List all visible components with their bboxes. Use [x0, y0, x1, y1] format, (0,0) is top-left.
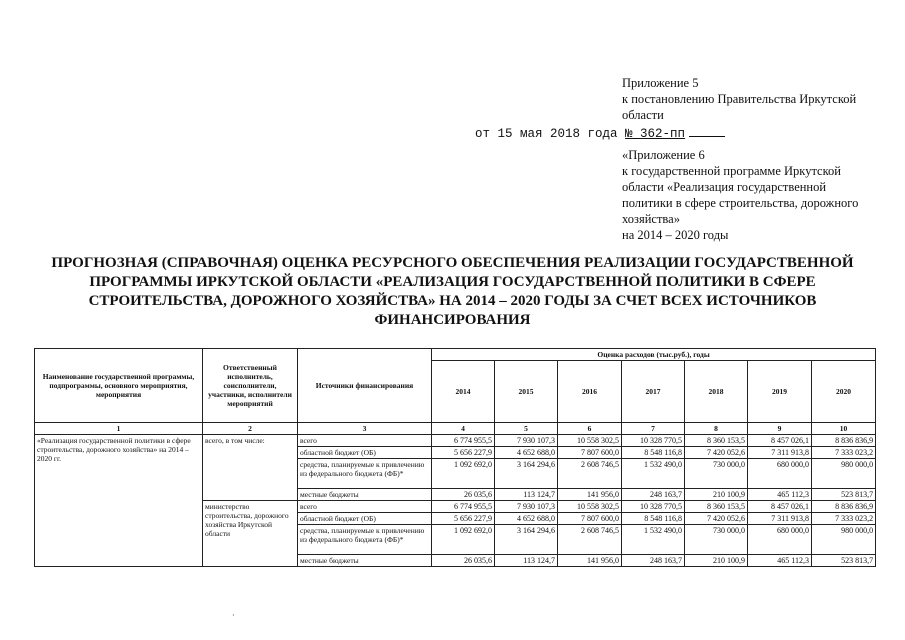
value-cell: 8 360 153,5 [685, 435, 748, 447]
header-costs: Оценка расходов (тыс.руб.), годы [432, 349, 876, 361]
title-line4: ФИНАНСИРОВАНИЯ [374, 312, 531, 328]
value-cell: 730 000,0 [685, 459, 748, 489]
appendix5-line1: Приложение 5 [622, 76, 699, 90]
value-cell: 7 807 600,0 [558, 447, 622, 459]
document-title [30, 254, 875, 330]
order-number: № 362-пп [625, 127, 686, 141]
header-year: 2016 [558, 361, 622, 423]
value-cell: 2 608 746,5 [558, 459, 622, 489]
source-cell: местные бюджеты [298, 555, 432, 567]
value-cell: 1 092 692,0 [432, 525, 495, 555]
responsible-cell: всего, в том числе: [203, 435, 298, 501]
value-cell: 113 124,7 [495, 489, 558, 501]
value-cell: 7 807 600,0 [558, 513, 622, 525]
value-cell: 8 548 116,8 [622, 513, 685, 525]
column-number: 7 [622, 423, 685, 435]
value-cell: 26 035,6 [432, 555, 495, 567]
page-mark: · [232, 611, 235, 620]
value-cell: 10 558 302,5 [558, 435, 622, 447]
value-cell: 1 092 692,0 [432, 459, 495, 489]
value-cell: 3 164 294,6 [495, 459, 558, 489]
value-cell: 5 656 227,9 [432, 447, 495, 459]
header-year: 2019 [748, 361, 812, 423]
value-cell: 7 311 913,8 [748, 513, 812, 525]
header-year: 2018 [685, 361, 748, 423]
source-cell: областной бюджет (ОБ) [298, 513, 432, 525]
value-cell: 980 000,0 [812, 525, 876, 555]
order-underline [689, 125, 725, 137]
value-cell: 7 930 107,3 [495, 435, 558, 447]
appendix5-line2: к постановлению Правительства Иркутской [622, 92, 857, 106]
source-cell: всего [298, 435, 432, 447]
value-cell: 8 360 153,5 [685, 501, 748, 513]
value-cell: 3 164 294,6 [495, 525, 558, 555]
value-cell: 730 000,0 [685, 525, 748, 555]
appendix6-block [622, 147, 858, 243]
value-cell: 980 000,0 [812, 459, 876, 489]
header-year: 2020 [812, 361, 876, 423]
source-cell: всего [298, 501, 432, 513]
order-date: от 15 мая 2018 года [475, 127, 618, 141]
value-cell: 10 558 302,5 [558, 501, 622, 513]
value-cell: 8 548 116,8 [622, 447, 685, 459]
value-cell: 8 836 836,9 [812, 435, 876, 447]
column-number: 6 [558, 423, 622, 435]
value-cell: 2 608 746,5 [558, 525, 622, 555]
value-cell: 4 652 688,0 [495, 513, 558, 525]
value-cell: 680 000,0 [748, 525, 812, 555]
appendix6-line1: «Приложение 6 [622, 148, 705, 162]
appendix5-block [622, 75, 856, 123]
value-cell: 248 163,7 [622, 489, 685, 501]
header-source: Источники финансирования [298, 349, 432, 423]
title-line3: СТРОИТЕЛЬСТВА, ДОРОЖНОГО ХОЗЯЙСТВА» НА 2014 – 2020 ГОДЫ ЗА СЧЕТ ВСЕХ ИСТОЧНИКОВ [88, 293, 817, 309]
source-cell: средства, планируемые к привлечению из федерального бюджета (ФБ)* [298, 525, 432, 555]
program-name-cell: «Реализация государственной политики в сфере строительства, дорожного хозяйства» на 2014 – 2020 гг. [35, 435, 203, 567]
value-cell: 523 813,7 [812, 555, 876, 567]
value-cell: 1 532 490,0 [622, 459, 685, 489]
value-cell: 680 000,0 [748, 459, 812, 489]
value-cell: 8 457 026,1 [748, 435, 812, 447]
value-cell: 10 328 770,5 [622, 435, 685, 447]
value-cell: 5 656 227,9 [432, 513, 495, 525]
value-cell: 141 956,0 [558, 555, 622, 567]
value-cell: 6 774 955,5 [432, 435, 495, 447]
source-cell: средства, планируемые к привлечению из федерального бюджета (ФБ)* [298, 459, 432, 489]
value-cell: 8 836 836,9 [812, 501, 876, 513]
resource-estimate-table [34, 348, 876, 567]
value-cell: 7 420 052,6 [685, 447, 748, 459]
value-cell: 465 112,3 [748, 555, 812, 567]
value-cell: 1 532 490,0 [622, 525, 685, 555]
value-cell: 7 333 023,2 [812, 447, 876, 459]
value-cell: 523 813,7 [812, 489, 876, 501]
value-cell: 210 100,9 [685, 489, 748, 501]
value-cell: 248 163,7 [622, 555, 685, 567]
value-cell: 210 100,9 [685, 555, 748, 567]
source-cell: областной бюджет (ОБ) [298, 447, 432, 459]
header-year: 2014 [432, 361, 495, 423]
appendix6-line4: политики в сфере строительства, дорожного [622, 196, 859, 210]
header-year: 2017 [622, 361, 685, 423]
responsible-cell: министерство строительства, дорожного хозяйства Иркутской области [203, 501, 298, 567]
value-cell: 7 420 052,6 [685, 513, 748, 525]
value-cell: 465 112,3 [748, 489, 812, 501]
value-cell: 7 311 913,8 [748, 447, 812, 459]
appendix6-line6: на 2014 – 2020 годы [622, 228, 729, 242]
value-cell: 6 774 955,5 [432, 501, 495, 513]
column-number-row [35, 423, 876, 435]
value-cell: 7 930 107,3 [495, 501, 558, 513]
title-line2: ПРОГРАММЫ ИРКУТСКОЙ ОБЛАСТИ «РЕАЛИЗАЦИЯ ГОСУДАРСТВЕННОЙ ПОЛИТИКИ В СФЕРЕ [89, 274, 816, 290]
value-cell: 113 124,7 [495, 555, 558, 567]
appendix5-line3: области [622, 108, 664, 122]
order-date-line [475, 125, 725, 141]
value-cell: 8 457 026,1 [748, 501, 812, 513]
header-responsible: Ответственный исполнитель, соисполнители, участники, исполнители мероприятий [203, 349, 298, 423]
column-number: 2 [203, 423, 298, 435]
header-program-name: Наименование государственной программы, подпрограммы, основного мероприятия, мероприятия [35, 349, 203, 423]
appendix6-line2: к государственной программе Иркутской [622, 164, 841, 178]
appendix6-line5: хозяйства» [622, 212, 680, 226]
value-cell: 10 328 770,5 [622, 501, 685, 513]
title-line1: ПРОГНОЗНАЯ (СПРАВОЧНАЯ) ОЦЕНКА РЕСУРСНОГО ОБЕСПЕЧЕНИЯ РЕАЛИЗАЦИИ ГОСУДАРСТВЕННОЙ [51, 255, 854, 271]
source-cell: местные бюджеты [298, 489, 432, 501]
table-row [35, 435, 876, 447]
column-number: 4 [432, 423, 495, 435]
column-number: 1 [35, 423, 203, 435]
column-number: 5 [495, 423, 558, 435]
value-cell: 4 652 688,0 [495, 447, 558, 459]
value-cell: 26 035,6 [432, 489, 495, 501]
value-cell: 141 956,0 [558, 489, 622, 501]
value-cell: 7 333 023,2 [812, 513, 876, 525]
header-year: 2015 [495, 361, 558, 423]
column-number: 8 [685, 423, 748, 435]
appendix6-line3: области «Реализация государственной [622, 180, 827, 194]
column-number: 9 [748, 423, 812, 435]
column-number: 10 [812, 423, 876, 435]
column-number: 3 [298, 423, 432, 435]
